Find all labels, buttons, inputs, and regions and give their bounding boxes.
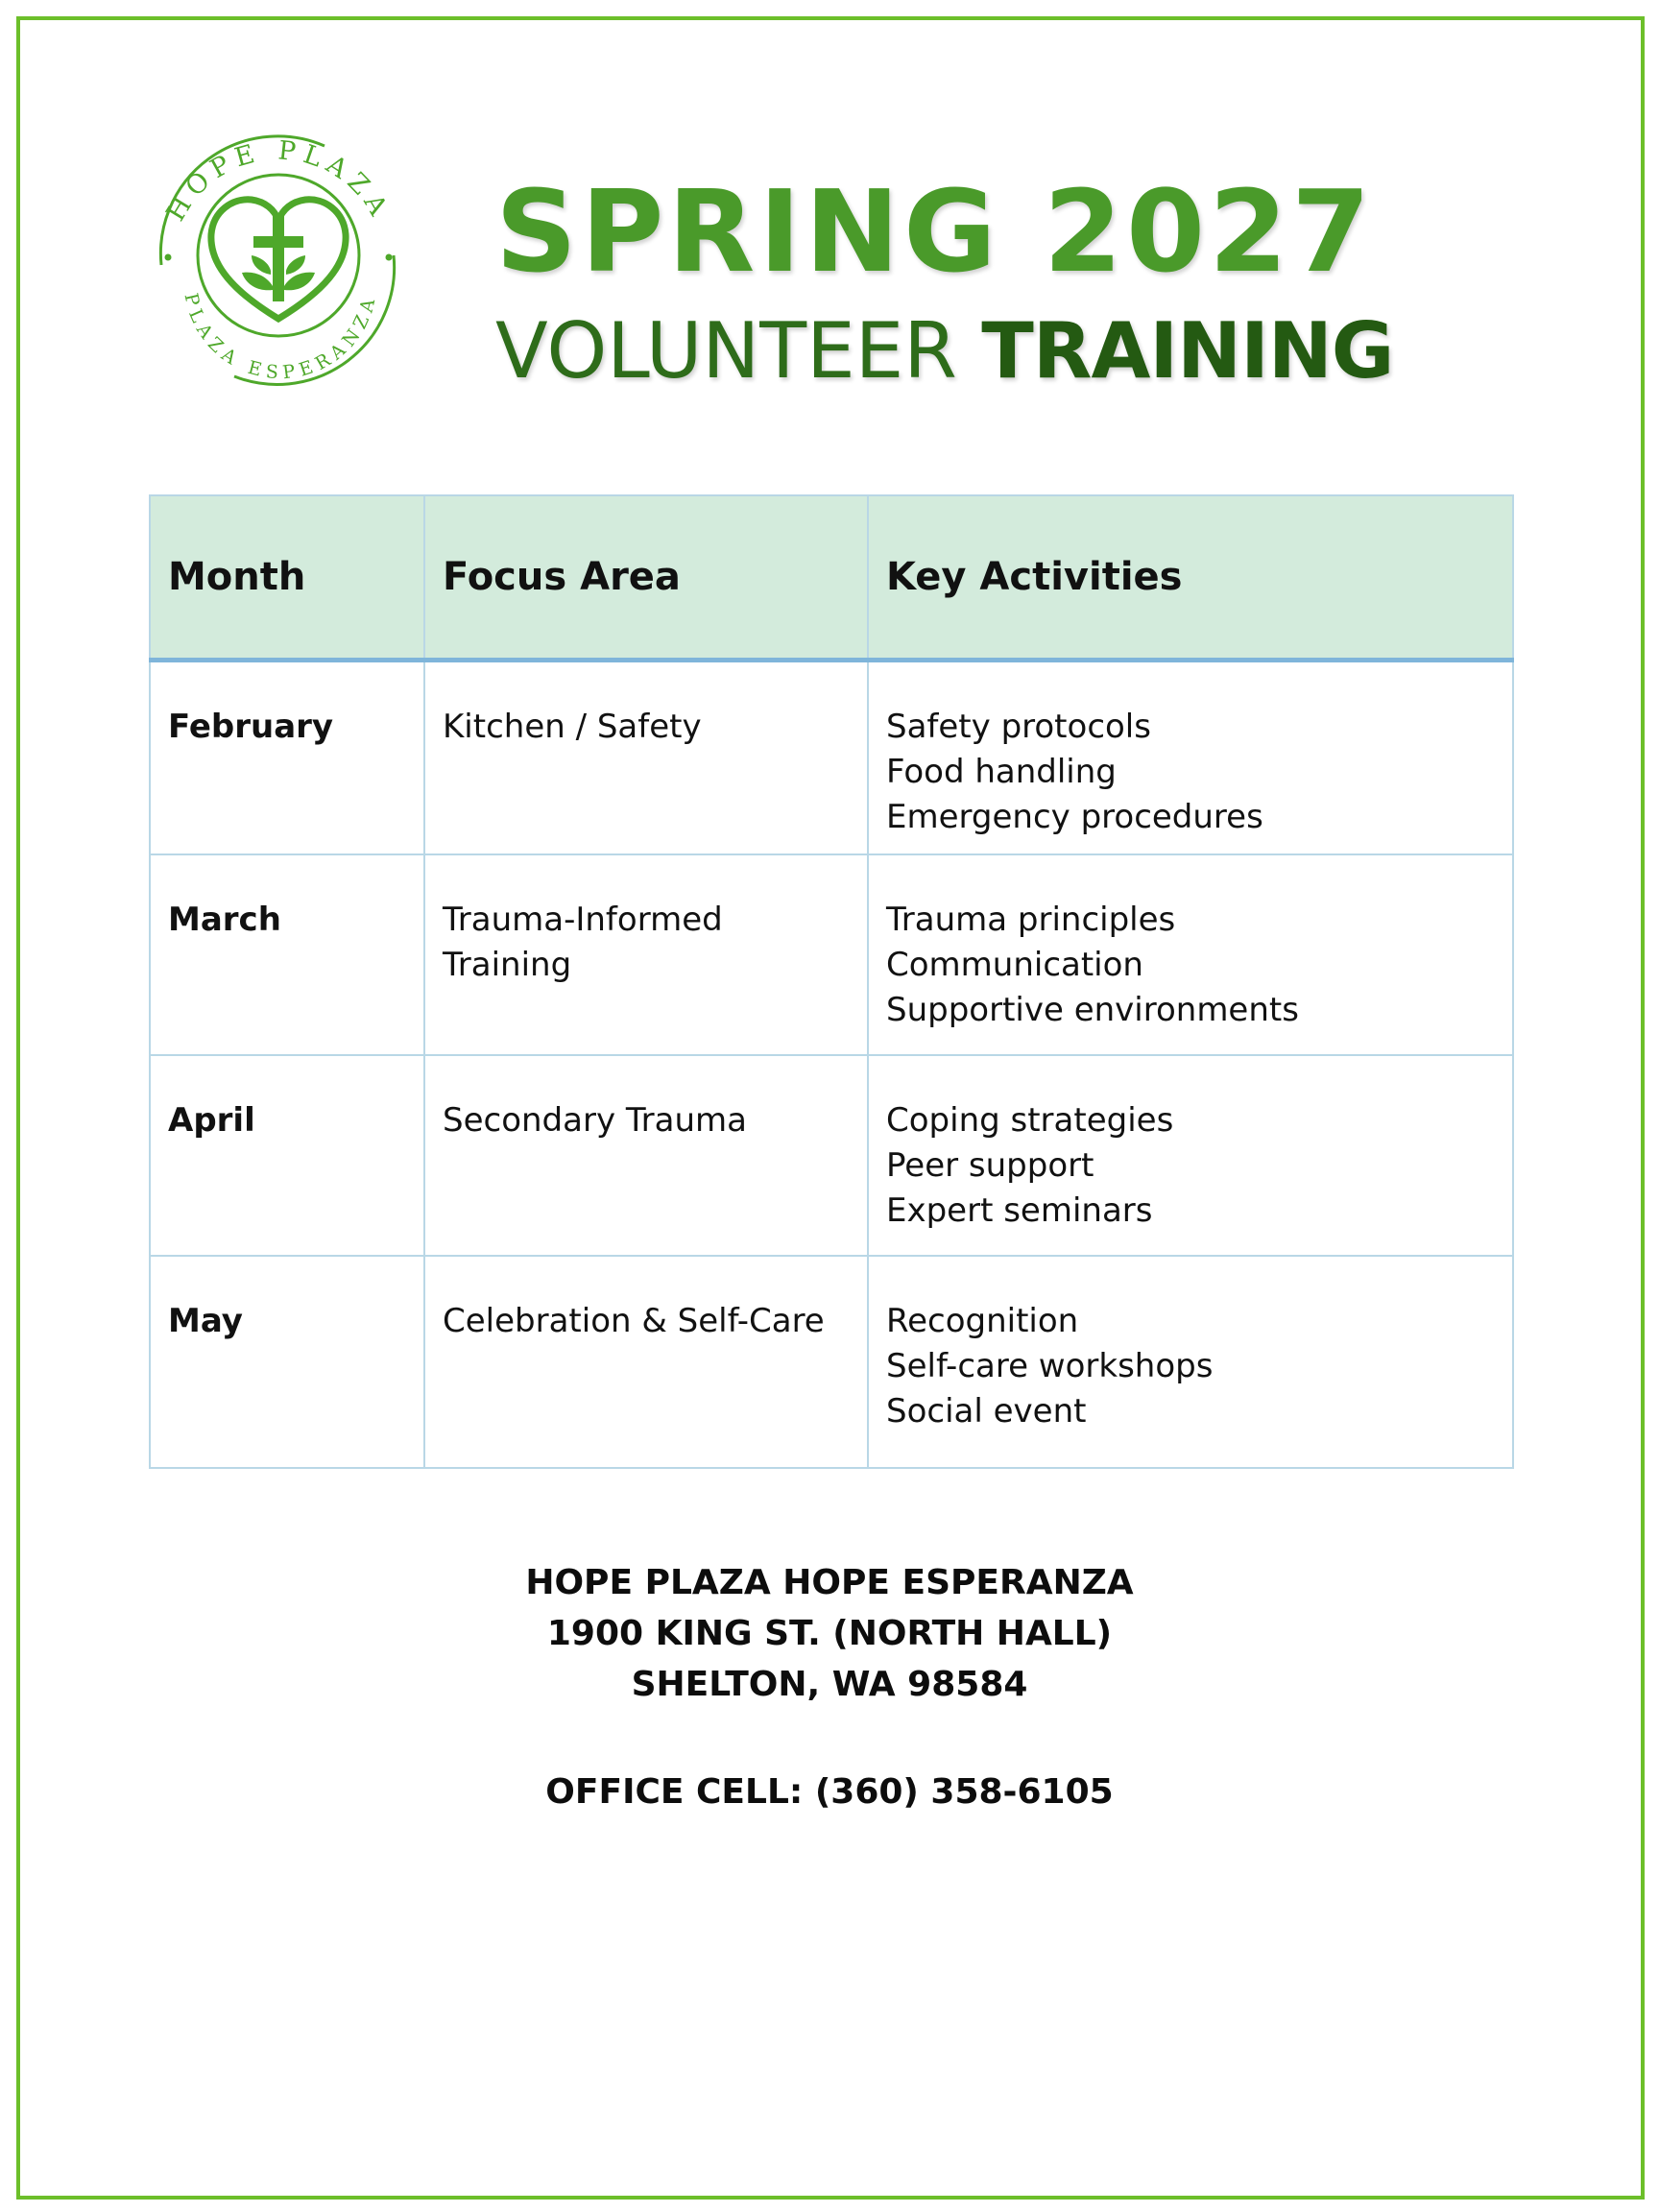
header-focus-area: Focus Area bbox=[424, 495, 868, 661]
activity-item: Trauma principles bbox=[886, 901, 1176, 939]
header-month: Month bbox=[150, 495, 424, 661]
activities-cell bbox=[868, 1256, 1513, 1468]
subtitle-regular: VOLUNTEER bbox=[495, 306, 957, 396]
contact-phone bbox=[0, 1767, 1659, 1817]
office-cell: OFFICE CELL: (360) 358-6105 bbox=[545, 1772, 1114, 1812]
activity-item: Emergency procedures bbox=[886, 798, 1263, 836]
activities-cell bbox=[868, 1055, 1513, 1256]
org-name: HOPE PLAZA HOPE ESPERANZA bbox=[525, 1563, 1134, 1602]
activity-item: Self-care workshops bbox=[886, 1347, 1214, 1385]
month-cell: May bbox=[150, 1256, 424, 1468]
activity-item: Supportive environments bbox=[886, 991, 1299, 1029]
focus-cell: Secondary Trauma bbox=[424, 1055, 868, 1256]
month-cell: March bbox=[150, 854, 424, 1055]
subtitle-bold: TRAINING bbox=[981, 306, 1394, 396]
table-row bbox=[150, 854, 1513, 1055]
table-header-row bbox=[150, 495, 1513, 661]
svg-text:PLAZA ESPERANZA: PLAZA ESPERANZA bbox=[180, 291, 381, 384]
table-row bbox=[150, 661, 1513, 855]
page-title: SPRING 2027 bbox=[495, 165, 1375, 298]
focus-cell: Celebration & Self-Care bbox=[424, 1256, 868, 1468]
activity-item: Peer support bbox=[886, 1146, 1094, 1185]
header-key-activities: Key Activities bbox=[868, 495, 1513, 661]
page-subtitle bbox=[495, 306, 1394, 396]
street-address: 1900 KING ST. (NORTH HALL) bbox=[546, 1614, 1113, 1653]
activities-cell bbox=[868, 661, 1513, 855]
activity-item: Food handling bbox=[886, 753, 1117, 791]
city-state-zip: SHELTON, WA 98584 bbox=[631, 1665, 1028, 1704]
contact-address bbox=[0, 1557, 1659, 1710]
activity-item: Communication bbox=[886, 946, 1143, 984]
activities-cell bbox=[868, 854, 1513, 1055]
activity-item: Social event bbox=[886, 1392, 1087, 1431]
focus-cell: Kitchen / Safety bbox=[424, 661, 868, 855]
hope-plaza-logo bbox=[142, 121, 415, 394]
training-schedule-table bbox=[149, 494, 1514, 1469]
activity-item: Safety protocols bbox=[886, 708, 1151, 746]
month-cell: April bbox=[150, 1055, 424, 1256]
activity-item: Expert seminars bbox=[886, 1191, 1153, 1230]
activity-item: Recognition bbox=[886, 1302, 1079, 1340]
svg-text:HOPE PLAZA: HOPE PLAZA bbox=[160, 135, 397, 227]
month-cell: February bbox=[150, 661, 424, 855]
table-row bbox=[150, 1256, 1513, 1468]
focus-cell: Trauma-Informed Training bbox=[424, 854, 868, 1055]
table-row bbox=[150, 1055, 1513, 1256]
activity-item: Coping strategies bbox=[886, 1101, 1174, 1140]
